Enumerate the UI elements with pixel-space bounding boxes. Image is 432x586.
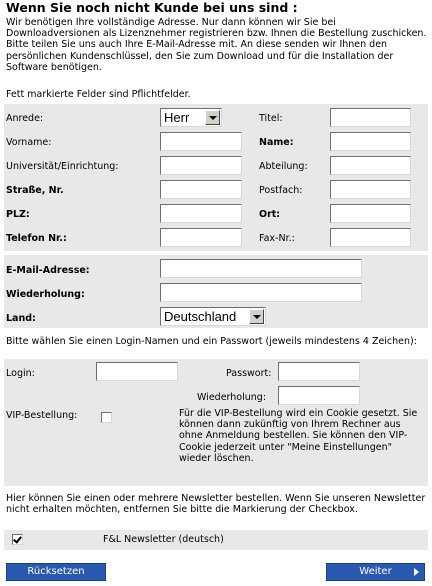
land-select[interactable] (160, 307, 266, 326)
anrede-label: Anrede: (6, 113, 44, 124)
strasse-label: Straße, Nr. (6, 185, 64, 196)
anrede-select[interactable] (160, 108, 222, 127)
abteilung-field[interactable] (330, 156, 411, 175)
email-repeat-label: Wiederholung: (6, 289, 85, 300)
titel-field[interactable] (330, 108, 411, 127)
vip-info-text: Für die VIP-Bestellung wird ein Cookie gesetzt. Sie können dann zukünftig von Ihrem Rechner aus ohne Anmeldung bestellen. Sie können den VIP-Cookie jederzeit unter "Meine Einstellungen" wieder löschen. (179, 408, 418, 464)
login-label: Login: (6, 368, 35, 379)
password-field[interactable] (278, 362, 360, 381)
login-field[interactable] (96, 362, 178, 381)
password-repeat-field[interactable] (278, 386, 360, 405)
vip-label: VIP-Bestellung: (6, 410, 78, 421)
newsletter-section (4, 530, 428, 550)
contact-section (4, 255, 428, 328)
plz-field[interactable] (160, 204, 242, 223)
fax-label: Fax-Nr.: (259, 233, 295, 244)
email-repeat-field[interactable] (160, 283, 362, 302)
ort-field[interactable] (330, 204, 411, 223)
land-label: Land: (6, 313, 36, 324)
titel-label: Titel: (259, 113, 283, 124)
next-button-label: Weiter (359, 566, 392, 577)
telefon-label: Telefon Nr.: (6, 233, 67, 244)
newsletter-checkbox[interactable] (12, 534, 23, 545)
telefon-field[interactable] (160, 228, 242, 247)
newsletter-intro: Hier können Sie einen oder mehrere Newsletter bestellen. Wenn Sie unseren Newsletter nicht erhalten möchten, entfernen Sie bitte die Markierung der Checkbox. (6, 493, 426, 516)
email-field[interactable] (160, 259, 362, 278)
required-fields-note: Fett markierte Felder sind Pflichtfelder. (6, 89, 191, 100)
land-value: Deutschland (164, 309, 237, 324)
email-label: E-Mail-Adresse: (6, 265, 90, 276)
strasse-field[interactable] (160, 180, 242, 199)
plz-label: PLZ: (6, 209, 30, 220)
name-field[interactable] (330, 132, 411, 151)
postfach-field[interactable] (330, 180, 411, 199)
intro-text: Wir benötigen Ihre vollständige Adresse. Nur dann können wir Sie bei Downloadversionen als Lizenznehmer registrieren bzw. Ihnen die Bestellung zuschicken. Bitte teilen Sie uns auch Ihre E-Mail-Adresse mit. An diese senden wir Ihnen den persönlichen Kundenschlüssel, den Sie zum Download und für die Installation der Software benötigen. (6, 17, 427, 73)
vip-checkbox[interactable] (101, 412, 112, 423)
vorname-field[interactable] (160, 132, 242, 151)
login-section (4, 359, 428, 486)
newsletter-item-label: F&L Newsletter (deutsch) (103, 534, 224, 545)
vorname-label: Vorname: (6, 137, 52, 148)
uni-field[interactable] (160, 156, 242, 175)
login-intro: Bitte wählen Sie einen Login-Namen und ein Passwort (jeweils mindestens 4 Zeichen): (6, 336, 417, 347)
chevron-down-icon (249, 309, 264, 324)
name-label: Name: (259, 137, 294, 148)
address-section (4, 104, 428, 251)
reset-button[interactable] (6, 563, 106, 581)
next-button[interactable] (326, 563, 425, 581)
fax-field[interactable] (330, 228, 411, 247)
arrow-right-icon (414, 568, 419, 576)
chevron-down-icon (205, 110, 220, 125)
abteilung-label: Abteilung: (259, 161, 308, 172)
reset-button-label: Rücksetzen (27, 566, 85, 577)
ort-label: Ort: (259, 209, 281, 220)
postfach-label: Postfach: (259, 185, 303, 196)
uni-label: Universität/Einrichtung: (6, 161, 119, 172)
page-heading: Wenn Sie noch nicht Kunde bei uns sind : (6, 0, 298, 15)
password-label: Passwort: (226, 368, 272, 379)
password-repeat-label: Wiederholung: (197, 392, 267, 403)
anrede-value: Herr (164, 110, 190, 125)
